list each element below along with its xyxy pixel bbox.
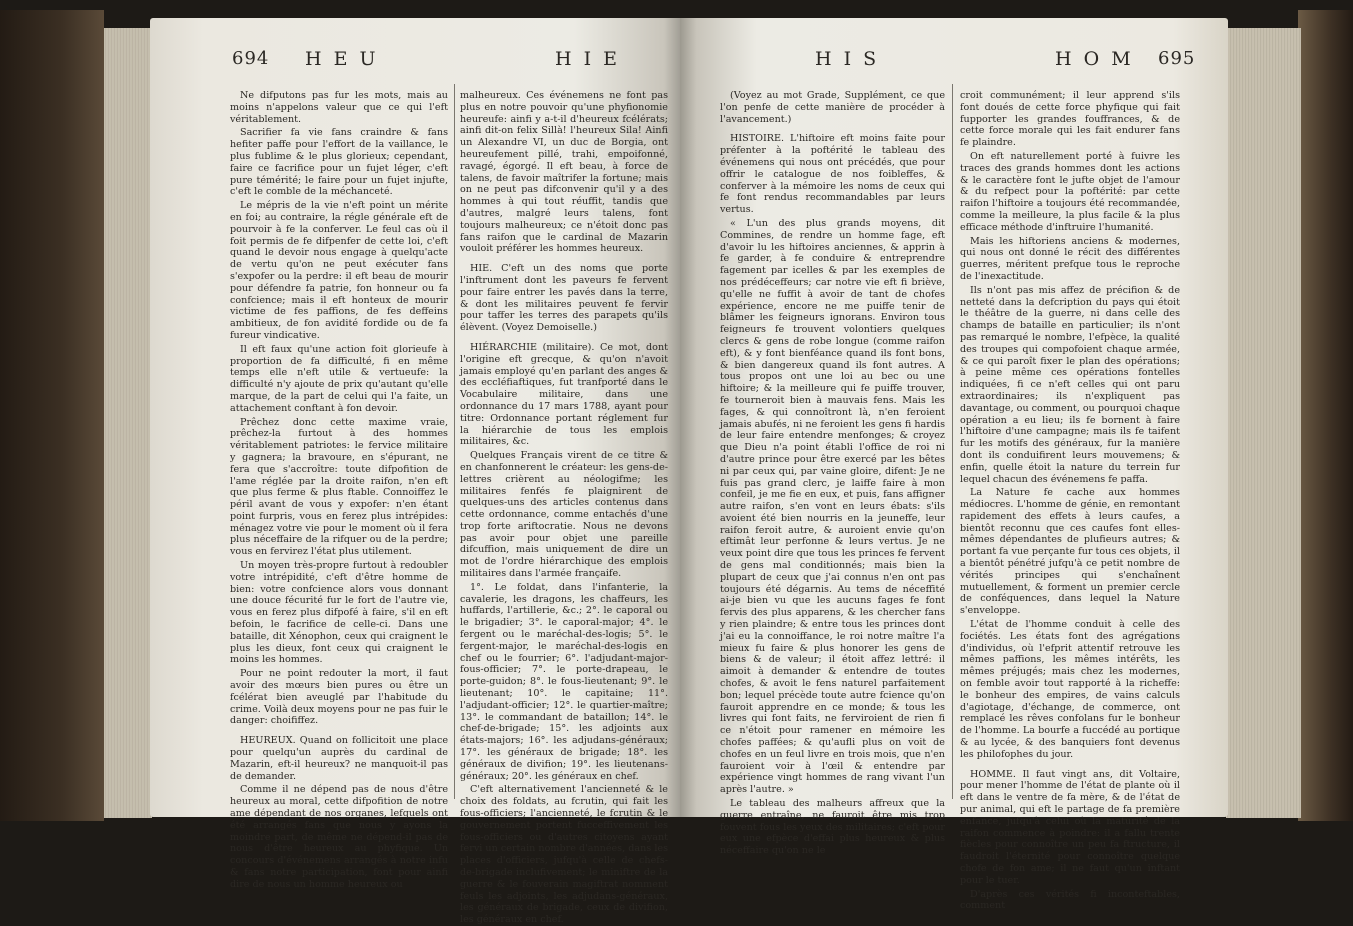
page-number: 695	[1158, 48, 1196, 69]
paragraph: Ne difputons pas fur les mots, mais au moins n'appelons valeur que ce qui l'eft véritablement.	[230, 90, 448, 125]
paragraph: Un moyen très-propre furtout à redoubler votre intrépidité, c'eft d'être homme de bien: votre confcience alors vous donnant une douce fécurité fur le fort de l'autre vie, vous en ferez plus difpofé à faire, s'il en eft befoin, le facrifice de celle-ci. Dans une bataille, dit Xénophon, ceux qui craignent le plus les dieux, font ceux qui craignent le moins les hommes.	[230, 560, 448, 666]
left-page-column-1	[230, 90, 448, 890]
paragraph: La Nature fe cache aux hommes médiocres. L'homme de génie, en remontant rapidement des effets à leurs caufes, a bientôt reconnu que ces caufes font elles-mêmes dépendantes de plufieurs autres; & portant fa vue perçante fur tous ces objets, il a bientôt pénétré jufqu'à ce petit nombre de vérités principes qui s'enchaînent mutuellement, & forment un premier cercle de conféquences, dans lequel la Nature s'enveloppe.	[960, 487, 1180, 617]
book-cover-left	[0, 10, 104, 821]
entry-histoire: HISTOIRE. L'hiftoire eft moins faite pour préfenter à la poftérité le tableau des événemens qui nous ont précédés, que pour offrir le catalogue de nos foibleffes, & conferver à la mémoire les noms de ceux qui fe font rendus recommandables par leurs vertus.	[720, 133, 945, 216]
right-page	[680, 18, 1228, 912]
paragraph: 1°. Le foldat, dans l'infanterie, la cavalerie, les dragons, les chaffeurs, les huffards, l'artillerie, &c.; 2°. le caporal ou le brigadier; 3°. le caporal-major; 4°. le fergent ou le maréchal-des-logis; 5°. le fergent-major, le maréchal-des-logis en chef ou le fourrier; 6°. l'adjudant-major-fous-officier; 7°. le porte-drapeau, le porte-guidon; 8°. le fous-lieutenant; 9°. le lieutenant; 10°. le capitaine; 11°. l'adjudant-officier; 12°. le quartier-maître; 13°. le commandant de bataillon; 14°. le chef-de-brigade; 15°. les adjoints aux états-majors; 16°. les adjudans-généraux; 17°. les généraux de brigade; 18°. les généraux de divifion; 19°. les lieutenans-généraux; 20°. les généraux en chef.	[460, 581, 668, 782]
paragraph: Il eft faux qu'une action foit glorieufe à proportion de fa difficulté, fi en même temps elle n'eft utile & vertueufe: la difficulté n'y ajoute de prix qu'autant qu'elle marque, de la part de celui qui l'a faite, un attachement conftant à fon devoir.	[230, 343, 448, 414]
paragraph: croit communément; il leur apprend s'ils font doués de cette force phyfique qui fait fupporter les grandes fouffrances, & de cette force morale qui les fait endurer fans fe plaindre.	[960, 90, 1180, 149]
paragraph: Ils n'ont pas mis affez de précifion & de netteté dans la defcription du pays qui étoit le théâtre de la guerre, ni dans celle des champs de bataille en particulier; ils n'ont pas remarqué le nombre, l'efpèce, la qualité des troupes qui compofoient chaque armée, & ce qui paroît fixer le plan des opérations; à peine même ces opérations fontelles indiquées, fi ce n'eft celles qui ont paru extraordinaires; ils n'expliquent pas davantage, ou comment, ou pourquoi chaque opération a eu lieu; ils fe bornent à faire l'hiftoire d'une campagne; mais ils fe taifent fur les motifs des généraux, fur la manière dont ils conduifirent leurs mouvemens; & enfin, quelle étoit la nature du terrein fur lequel chacun des événemens fe paffa.	[960, 284, 1181, 485]
paragraph: Sacrifier fa vie fans craindre & fans hefiter paffe pour l'effort de la vaillance, le plus fublime & le plus glorieux; cependant, faire ce facrifice pour un fujet léger, c'eft pure témérité; le faire pour un fujet injufte, c'eft le comble de la méchanceté.	[230, 127, 448, 198]
paragraph: C'eft alternativement l'ancienneté & le choix des foldats, au fcrutin, qui fait les fous-officiers; l'ancienneté, le fcrutin & le gouvernement portent fucceffivement les fous-officiers ou d'autres citoyens ayant fervi un certain nombre d'années, dans les places d'officiers, jufqu'à celle de chefs-de-brigade inclufivement; le miniftre de la guerre & le fouverain magiftrat nomment feuls les adjoints, les adjudans-généraux, les généraux de brigade, ceux de divifion, les généraux en chef.	[460, 784, 668, 926]
paragraph: (Voyez au mot Grade, Supplément, ce que l'on penfe de cette manière de procéder à l'avancement.)	[720, 90, 945, 125]
page-edges-left	[104, 28, 152, 818]
page-edges-right	[1226, 28, 1301, 818]
running-head-left: H E U	[305, 48, 379, 70]
paragraph: Mais les hiftoriens anciens & modernes, qui nous ont donné le récit des différentes guerres, méritent prefque tous le reproche de l'inexactitude.	[960, 235, 1180, 282]
left-page-header	[150, 48, 680, 72]
entry-hierarchie: HIÉRARCHIE (militaire). Ce mot, dont l'origine eft grecque, & qu'on n'avoit jamais employé qu'en parlant des anges & des eccléfiaftiques, fut tranfporté dans le Vocabulaire militaire, dans une ordonnance du 17 mars 1788, ayant pour titre: Ordonnance portant réglement fur la hiérarchie de tous les emplois militaires, &c.	[460, 341, 668, 448]
paragraph: L'état de l'homme conduit à celle des fociétés. Les états font des agrégations d'individus, où l'efprit attentif retrouve les mêmes paffions, les mêmes intérêts, les mêmes préjugés; mais chez les modernes, on femble avoir tout rapporté à la richeffe: le bonheur des empires, de vains calculs d'agiotage, d'échange, de commerce, ont remplacé les rêves confolans fur le bonheur de l'homme. La bourfe a fuccédé au portique & au lycée, & des banquiers font devenus les philofophes du jour.	[960, 619, 1180, 760]
paragraph: Pour ne point redouter la mort, il faut avoir des mœurs bien pures ou être un fcélérat bien aveuglé par l'habitude du crime. Voilà deux moyens pour ne pas fuir le danger: choififfez.	[230, 668, 448, 727]
running-head-left: H I S	[815, 48, 880, 70]
column-rule	[952, 84, 953, 799]
entry-homme: HOMME. Il faut vingt ans, dit Voltaire, pour mener l'homme de l'état de plante où il eft dans le ventre de fa mère, & de l'état de pur animal, qui eft le partage de fa première enfance, jufqu'à celui où la maturité de la raifon commence à poindre: il a fallu trente fiècles pour connoître un peu fa ftructure, il faudroit l'éternité pour connoître quelque chofe de fon ame; il ne faut qu'un inftant pour le tuer.	[960, 768, 1180, 886]
paragraph: Quelques Français virent de ce titre & en chanfonnerent le créateur: les gens-de-lettres crièrent au néologifme; les militaires fenfés fe plaignirent de quelques-uns des articles contenus dans cette ordonnance, comme entachés d'une trop forte ariftocratie. Nous ne devons pas avoir pour objet une pareille difcuffion, mais uniquement de dire un mot de l'ordre hiérarchique des emplois militaires dans l'armée françaife.	[460, 450, 668, 580]
right-page-header	[680, 48, 1228, 72]
paragraph: D'après ces vérités fi inconteftables, comment	[960, 888, 1180, 912]
quotation-commines: « L'un des plus grands moyens, dit Commines, de rendre un homme fage, eft d'avoir lu les hiftoires anciennes, & apprin à fe garder, à fe conduire & entreprendre fagement par icelles & par les exemples de nos prédéceffeurs; car notre vie eft fi briève, qu'elle ne fuffit à avoir de tant de chofes expérience, encore ne me puiffe tenir de blâmer les feigneurs ignorans. Environ tous feigneurs fe trouvent volontiers quelques clercs & gens de robe longue (comme raifon eft), & y font bienféance quand ils font bons, & bien dangereux quand ils font autres. A tous propos ont une loi au bec ou une hiftoire; & la meilleure qui fe puiffe trouver, fe tourneroit bien à mauvais fens. Mais les fages, & qui connoîtront là, n'en feroient jamais abufés, ni ne feroient les gens fi hardis de leur faire entendre menfonges; & croyez que Dieu n'a point établi l'office de roi ni d'autre prince pour être exercé par les bêtes ni par ceux qui, par vaine gloire, difent: Je ne fuis pas grand clerc, je laiffe faire à mon confeil, je me fie en eux, et puis, fans affigner autre raifon, s'en vont en leurs ébats: s'ils avoient été bien nourris en la jeuneffe, leur raifon feroit autre, & auroient envie qu'on eftimât leur perfonne & leurs vertus. Je ne veux point dire que tous les princes fe fervent de gens mal conditionnés; mais bien la plupart de ceux que j'ai connus n'en ont pas toujours été dégarnis. Au tems de néceffité ai-je bien vu que les aucuns fages fe font fervis des plus apparens, & les chercher fans y rien plaindre; & entre tous les princes dont j'ai eu la connoiffance, le roi notre maître l'a mieux fu faire & plus honorer les gens de biens & de valeur; il étoit affez lettré: il aimoit à demander & entendre de toutes chofes, & avoit le fens naturel parfaitement bon; lequel précède toute autre fcience qu'on fauroit apprendre en ce monde; & tous les livres qui font faits, ne ferviroient de rien fi ce n'étoit pour ramener en mémoire les chofes paffées; & qu'aufli plus on voit de chofes en un feul livre en trois mois, que n'en fauroient voir à l'œil & entendre par expérience vingt hommes de rang vivant l'un après l'autre. »	[720, 217, 945, 796]
paragraph: Comme il ne dépend pas de nous d'être heureux au moral, cette difpofition de notre ame dépendant de nos organes, lefquels ont été arrangés fans que nous y ayons la moindre part, de même ne dépend-il pas de nous d'être heureux au phyfique. Un concours d'événemens arrangés à notre infu & fans notre participation, font pour ainfi dire de nous un homme heureux ou	[230, 784, 448, 890]
left-page-column-2	[460, 90, 668, 926]
paragraph: On eft naturellement porté à fuivre les traces des grands hommes dont les actions & le caractère font le jufte objet de l'amour & du refpect pour la poftérité: par cette raifon l'hiftoire a toujours été recommandée, comme la meilleure, la plus facile & la plus efficace méthode d'inftruire l'humanité.	[960, 150, 1180, 233]
paragraph: Le tableau des malheurs affreux que la guerre entraîne, ne fauroit être mis trop fouvent fous les yeux des militaires; c'eft pour eux une efpèce d'effai plus heureux & plus néceffaire qu'on ne le	[720, 798, 945, 857]
right-page-column-2	[960, 90, 1181, 912]
entry-hie: HIE. C'eft un des noms que porte l'inftrument dont les paveurs fe fervent pour faire entrer les pavés dans la terre, & dont les militaires peuvent fe fervir pour taffer les terres des parapets qu'ils élèvent. (Voyez Demoiselle.)	[460, 263, 668, 334]
entry-heureux: HEUREUX. Quand on follicitoit une place pour quelqu'un auprès du cardinal de Mazarin, eft-il heureux? ne manquoit-il pas de demander.	[230, 735, 448, 782]
running-head-right: H I E	[555, 48, 621, 70]
paragraph: Prêchez donc cette maxime vraie, prêchez-la furtout à des hommes véritablement patriotes: le fervice militaire y gagnera; la bravoure, en s'épurant, ne fera que s'accroître: toute difpofition de l'ame réglée par la droite raifon, n'en eft que plus ferme & plus ftable. Connoiffez le péril avant de vous y expofer: n'en étant point furpris, vous en ferez plus intrépides: ménagez votre vie pour le moment où il fera plus néceffaire de la rifquer ou de la perdre; vous en fervirez l'état plus utilement.	[230, 416, 448, 558]
paragraph: Le mépris de la vie n'eft point un mérite en foi; au contraire, la régle générale eft de pourvoir à fe la conferver. Le feul cas où il foit permis de fe difpenfer de cette loi, c'eft quand le devoir nous engage à quelqu'acte de vertu qu'on ne peut exécuter fans s'expofer ou la perdre: il eft beau de mourir pour défendre fa patrie, fon honneur ou fa confcience; mais il eft honteux de mourir victime de fes paffions, de fes deffeins ambitieux, de fon avidité fordide ou de fa fureur vindicative.	[230, 200, 448, 341]
book-cover-right	[1298, 10, 1353, 821]
paragraph: malheureux. Ces événemens ne font pas plus en notre pouvoir qu'une phyfionomie heureufe: ainfi y a-t-il d'heureux fcélérats; ainfi dit-on felix Sillà! l'heureux Sila! Ainfi un Alexandre VI, un duc de Borgia, ont heureufement pillé, trahi, empoifonné, ravagé, égorgé. Il eft beau, à force de talens, de favoir maîtrifer la fortune; mais on ne peut pas difconvenir qu'il y a des hommes à qui tout réuffit, tandis que d'autres, malgré leurs talens, font toujours malheureux; ce n'étoit donc pas fans raifon que le cardinal de Mazarin vouloit préférer les hommes heureux.	[460, 90, 668, 255]
left-page	[150, 18, 680, 926]
column-rule	[454, 84, 455, 799]
page-number: 694	[232, 48, 270, 69]
right-page-column-1	[720, 90, 945, 857]
running-head-right: H O M	[1055, 48, 1134, 70]
